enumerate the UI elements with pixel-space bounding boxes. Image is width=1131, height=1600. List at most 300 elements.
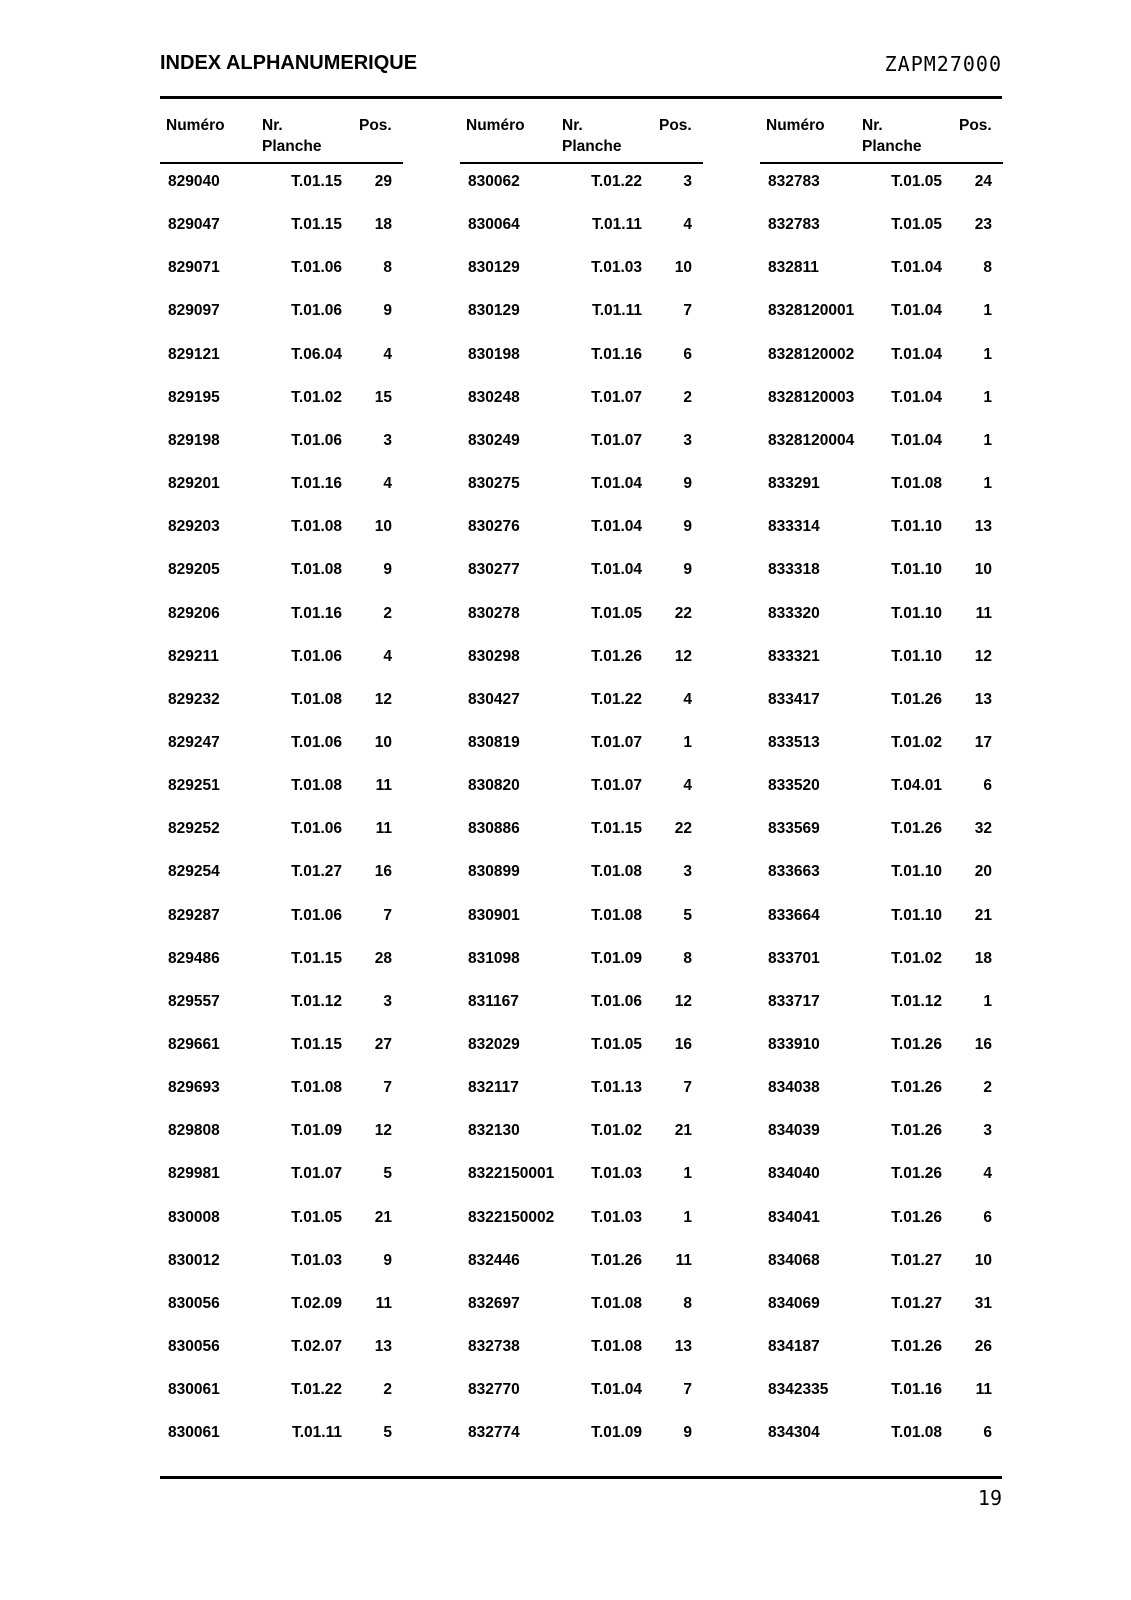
column-header (460, 112, 703, 164)
cell-pos: 7 (683, 1381, 692, 1399)
cell-numero: 8322150002 (468, 1208, 555, 1226)
cell-numero: 829808 (168, 1122, 220, 1140)
cell-pos: 15 (374, 388, 392, 406)
table-row (460, 258, 703, 278)
cell-planche: T.01.07 (591, 733, 642, 751)
cell-pos: 7 (383, 1079, 392, 1097)
cell-pos: 26 (974, 1338, 992, 1356)
cell-numero: 833417 (768, 690, 820, 708)
cell-planche: T.01.05 (891, 216, 942, 234)
cell-pos: 11 (975, 1381, 992, 1399)
cell-planche: T.01.04 (891, 259, 942, 277)
table-row (460, 1337, 703, 1357)
cell-planche: T.01.26 (891, 1208, 942, 1226)
cell-planche: T.01.08 (291, 777, 342, 795)
table-row (160, 604, 403, 624)
table-row (160, 215, 403, 235)
table-row (160, 647, 403, 667)
table-row (160, 1380, 403, 1400)
table-row (460, 431, 703, 451)
cell-pos: 9 (683, 1424, 692, 1442)
cell-pos: 3 (683, 863, 692, 881)
cell-numero: 831167 (468, 992, 519, 1010)
cell-planche: T.02.09 (291, 1294, 342, 1312)
cell-planche: T.01.04 (591, 475, 642, 493)
index-column-2 (460, 112, 703, 1442)
cell-numero: 834040 (768, 1165, 820, 1183)
cell-planche: T.02.07 (291, 1338, 342, 1356)
cell-pos: 3 (383, 431, 392, 449)
cell-pos: 6 (983, 1208, 992, 1226)
cell-numero: 832029 (468, 1036, 520, 1053)
table-row (460, 1078, 703, 1098)
cell-numero: 829211 (168, 647, 219, 665)
cell-planche: T.01.08 (291, 561, 342, 579)
cell-pos: 4 (383, 475, 392, 493)
cell-numero: 834304 (768, 1424, 820, 1442)
cell-planche: T.01.04 (891, 388, 942, 406)
table-row (160, 172, 403, 192)
table-row (160, 819, 403, 839)
cell-numero: 829557 (168, 992, 220, 1010)
header-pos: Pos. (959, 117, 992, 134)
cell-pos: 6 (983, 1424, 992, 1442)
cell-numero: 8328120002 (768, 345, 855, 363)
table-row (160, 1164, 403, 1184)
cell-pos: 10 (974, 1251, 992, 1269)
cell-pos: 13 (974, 690, 992, 708)
cell-pos: 11 (375, 1294, 392, 1312)
cell-numero: 833910 (768, 1036, 820, 1053)
cell-pos: 2 (683, 388, 692, 406)
table-row (760, 1035, 1003, 1055)
cell-numero: 829247 (168, 733, 220, 751)
cell-pos: 4 (383, 345, 392, 363)
cell-numero: 829693 (168, 1079, 220, 1097)
cell-pos: 7 (683, 302, 692, 320)
cell-pos: 4 (983, 1165, 992, 1183)
index-column-1 (160, 112, 403, 1442)
cell-numero: 829203 (168, 518, 220, 536)
cell-pos: 2 (383, 604, 392, 622)
table-row (160, 301, 403, 321)
table-row (460, 345, 703, 365)
table-row (160, 1121, 403, 1141)
table-row (460, 1380, 703, 1400)
cell-numero: 832446 (468, 1251, 520, 1269)
cell-numero: 830298 (468, 647, 520, 665)
cell-pos: 27 (374, 1036, 392, 1053)
cell-planche: T.01.02 (291, 388, 342, 406)
table-row (460, 690, 703, 710)
table-row (160, 474, 403, 494)
table-row (160, 517, 403, 537)
table-row (460, 776, 703, 796)
table-row (460, 560, 703, 580)
cell-planche: T.01.26 (891, 1122, 942, 1140)
table-row (160, 1294, 403, 1314)
cell-pos: 31 (974, 1294, 992, 1312)
cell-planche: T.01.07 (591, 388, 642, 406)
table-row (460, 647, 703, 667)
cell-numero: 834038 (768, 1079, 820, 1097)
table-row (760, 906, 1003, 926)
table-row (760, 517, 1003, 537)
cell-pos: 8 (683, 949, 692, 967)
top-rule (160, 96, 1002, 99)
table-row (160, 1423, 403, 1443)
cell-planche: T.06.04 (291, 345, 342, 363)
cell-planche: T.01.06 (291, 733, 342, 751)
cell-pos: 29 (374, 173, 392, 190)
cell-numero: 830819 (468, 733, 520, 751)
cell-planche: T.01.10 (891, 647, 942, 665)
table-row (460, 733, 703, 753)
cell-planche: T.01.06 (291, 431, 342, 449)
document-code: ZAPM27000 (884, 52, 1002, 76)
table-row (460, 1035, 703, 1055)
cell-planche: T.01.16 (291, 475, 342, 493)
table-row (760, 1337, 1003, 1357)
cell-numero: 829981 (168, 1165, 220, 1183)
cell-planche: T.01.26 (591, 647, 642, 665)
table-row (760, 1121, 1003, 1141)
table-row (160, 1337, 403, 1357)
table-row (160, 776, 403, 796)
cell-planche: T.01.02 (591, 1122, 642, 1140)
cell-planche: T.01.07 (591, 431, 642, 449)
cell-numero: 832811 (768, 259, 819, 277)
cell-pos: 9 (683, 475, 692, 493)
table-row (160, 1078, 403, 1098)
cell-pos: 10 (674, 259, 692, 277)
cell-numero: 830062 (468, 173, 520, 190)
table-row (760, 1208, 1003, 1228)
cell-planche: T.01.10 (891, 561, 942, 579)
column-header (760, 112, 1003, 164)
cell-numero: 829206 (168, 604, 220, 622)
table-row (460, 474, 703, 494)
cell-numero: 832783 (768, 216, 820, 234)
cell-planche: T.01.05 (591, 604, 642, 622)
cell-pos: 1 (983, 302, 992, 320)
cell-numero: 832738 (468, 1338, 520, 1356)
cell-planche: T.01.26 (891, 820, 942, 838)
cell-pos: 22 (674, 820, 692, 838)
cell-numero: 829287 (168, 906, 220, 924)
table-row (160, 733, 403, 753)
table-row (160, 1251, 403, 1271)
cell-pos: 9 (383, 1251, 392, 1269)
table-row (160, 560, 403, 580)
cell-planche: T.01.16 (291, 604, 342, 622)
table-row (760, 215, 1003, 235)
header-numero: Numéro (166, 117, 225, 134)
cell-planche: T.01.15 (291, 949, 342, 967)
cell-pos: 32 (974, 820, 992, 838)
cell-planche: T.01.22 (291, 1381, 342, 1399)
cell-pos: 8 (983, 259, 992, 277)
cell-numero: 829486 (168, 949, 220, 967)
cell-numero: 830275 (468, 475, 520, 493)
cell-planche: T.01.04 (591, 1381, 642, 1399)
index-column-3 (760, 112, 1003, 1442)
header-nr-planche (262, 115, 321, 157)
table-row (160, 258, 403, 278)
cell-numero: 832697 (468, 1294, 520, 1312)
table-row (460, 1294, 703, 1314)
cell-planche: T.01.03 (591, 1208, 642, 1226)
cell-planche: T.01.26 (891, 1079, 942, 1097)
cell-pos: 13 (974, 518, 992, 536)
table-row (160, 862, 403, 882)
cell-numero: 832130 (468, 1122, 520, 1140)
cell-planche: T.01.09 (591, 1424, 642, 1442)
table-row (460, 949, 703, 969)
cell-pos: 11 (375, 777, 392, 795)
table-row (760, 258, 1003, 278)
bottom-rule (160, 1476, 1002, 1479)
cell-planche: T.01.06 (291, 302, 342, 320)
cell-numero: 829254 (168, 863, 220, 881)
table-row (160, 949, 403, 969)
cell-pos: 12 (674, 647, 692, 665)
cell-planche: T.01.08 (591, 863, 642, 881)
cell-numero: 830061 (168, 1381, 220, 1399)
cell-numero: 830248 (468, 388, 520, 406)
cell-pos: 4 (383, 647, 392, 665)
cell-pos: 3 (683, 431, 692, 449)
cell-planche: T.01.04 (891, 302, 942, 320)
cell-pos: 11 (975, 604, 992, 622)
cell-numero: 830276 (468, 518, 520, 536)
cell-numero: 830820 (468, 777, 520, 795)
cell-pos: 18 (974, 949, 992, 967)
table-row (460, 172, 703, 192)
cell-planche: T.01.03 (591, 1165, 642, 1183)
cell-planche: T.01.05 (291, 1208, 342, 1226)
table-row (460, 215, 703, 235)
cell-planche: T.01.05 (591, 1036, 642, 1053)
table-row (760, 949, 1003, 969)
cell-planche: T.01.15 (591, 820, 642, 838)
table-row (160, 1035, 403, 1055)
cell-numero: 830249 (468, 431, 520, 449)
cell-pos: 4 (683, 216, 692, 234)
cell-numero: 830012 (168, 1251, 220, 1269)
cell-numero: 829252 (168, 820, 220, 838)
table-row (760, 560, 1003, 580)
cell-planche: T.01.06 (591, 992, 642, 1010)
cell-numero: 830064 (468, 216, 520, 234)
table-row (760, 819, 1003, 839)
cell-numero: 8328120004 (768, 431, 855, 449)
cell-planche: T.01.27 (291, 863, 342, 881)
table-row (760, 604, 1003, 624)
cell-planche: T.01.26 (891, 1338, 942, 1356)
cell-planche: T.01.11 (592, 216, 642, 234)
cell-planche: T.01.06 (291, 820, 342, 838)
cell-planche: T.01.03 (591, 259, 642, 277)
cell-pos: 2 (983, 1079, 992, 1097)
cell-pos: 21 (974, 906, 992, 924)
cell-planche: T.01.06 (291, 906, 342, 924)
table-row (760, 1380, 1003, 1400)
cell-planche: T.01.04 (591, 561, 642, 579)
cell-planche: T.01.11 (592, 302, 642, 320)
cell-planche: T.01.26 (891, 1165, 942, 1183)
cell-numero: 830129 (468, 302, 520, 320)
table-row (460, 1208, 703, 1228)
cell-planche: T.01.26 (891, 1036, 942, 1053)
cell-planche: T.01.02 (891, 733, 942, 751)
cell-planche: T.01.09 (291, 1122, 342, 1140)
cell-numero: 833291 (768, 475, 820, 493)
cell-pos: 4 (683, 777, 692, 795)
cell-planche: T.01.27 (891, 1294, 942, 1312)
cell-numero: 833318 (768, 561, 820, 579)
cell-numero: 830901 (468, 906, 520, 924)
cell-pos: 17 (974, 733, 992, 751)
cell-pos: 12 (374, 1122, 392, 1140)
cell-planche: T.01.03 (291, 1251, 342, 1269)
cell-numero: 833701 (768, 949, 820, 967)
cell-pos: 3 (683, 173, 692, 190)
cell-pos: 21 (374, 1208, 392, 1226)
cell-pos: 12 (974, 647, 992, 665)
cell-planche: T.01.26 (591, 1251, 642, 1269)
cell-pos: 16 (974, 1036, 992, 1053)
cell-numero: 830899 (468, 863, 520, 881)
table-row (760, 474, 1003, 494)
table-row (460, 517, 703, 537)
cell-planche: T.01.13 (591, 1079, 642, 1097)
cell-pos: 11 (375, 820, 392, 838)
table-row (160, 388, 403, 408)
cell-pos: 9 (683, 518, 692, 536)
cell-planche: T.01.22 (591, 690, 642, 708)
cell-planche: T.01.04 (591, 518, 642, 536)
header-nr-planche (562, 115, 621, 157)
cell-numero: 830056 (168, 1338, 220, 1356)
cell-planche: T.01.06 (291, 259, 342, 277)
cell-pos: 13 (674, 1338, 692, 1356)
cell-numero: 829097 (168, 302, 220, 320)
header-numero: Numéro (466, 117, 525, 134)
cell-numero: 8328120003 (768, 388, 855, 406)
table-row (760, 301, 1003, 321)
cell-pos: 13 (374, 1338, 392, 1356)
table-row (760, 647, 1003, 667)
cell-pos: 2 (383, 1381, 392, 1399)
cell-planche: T.01.08 (891, 1424, 942, 1442)
cell-planche: T.01.12 (891, 992, 942, 1010)
cell-pos: 1 (983, 475, 992, 493)
table-row (460, 1251, 703, 1271)
cell-numero: 831098 (468, 949, 520, 967)
cell-pos: 4 (683, 690, 692, 708)
cell-numero: 830056 (168, 1294, 220, 1312)
cell-planche: T.01.15 (291, 173, 342, 190)
table-row (760, 862, 1003, 882)
cell-numero: 829071 (168, 259, 220, 277)
cell-pos: 1 (983, 431, 992, 449)
header-planche-label: Planche (862, 138, 922, 155)
header-pos: Pos. (659, 117, 692, 134)
cell-pos: 22 (674, 604, 692, 622)
table-row (760, 1164, 1003, 1184)
table-row (760, 345, 1003, 365)
cell-pos: 18 (374, 216, 392, 234)
cell-numero: 833664 (768, 906, 820, 924)
table-row (160, 345, 403, 365)
table-row (460, 604, 703, 624)
table-row (760, 733, 1003, 753)
table-row (760, 1078, 1003, 1098)
cell-pos: 7 (683, 1079, 692, 1097)
table-row (760, 1251, 1003, 1271)
table-row (760, 1423, 1003, 1443)
cell-planche: T.01.26 (891, 690, 942, 708)
cell-numero: 829047 (168, 216, 220, 234)
cell-pos: 24 (974, 173, 992, 190)
cell-numero: 829195 (168, 388, 220, 406)
cell-planche: T.01.15 (291, 1036, 342, 1053)
cell-numero: 829198 (168, 431, 220, 449)
cell-numero: 830277 (468, 561, 520, 579)
cell-planche: T.01.07 (591, 777, 642, 795)
cell-pos: 6 (683, 345, 692, 363)
cell-planche: T.01.08 (591, 906, 642, 924)
table-row (760, 992, 1003, 1012)
header-nr-label: Nr. (862, 117, 883, 134)
cell-planche: T.01.09 (591, 949, 642, 967)
cell-pos: 10 (374, 518, 392, 536)
cell-pos: 12 (674, 992, 692, 1010)
cell-pos: 1 (683, 1165, 692, 1183)
cell-pos: 3 (983, 1122, 992, 1140)
cell-planche: T.01.10 (891, 863, 942, 881)
cell-planche: T.01.10 (891, 604, 942, 622)
cell-numero: 830129 (468, 259, 520, 277)
header-nr-label: Nr. (562, 117, 583, 134)
cell-planche: T.01.08 (591, 1338, 642, 1356)
cell-numero: 8328120001 (768, 302, 855, 320)
cell-pos: 9 (683, 561, 692, 579)
cell-numero: 834069 (768, 1294, 820, 1312)
cell-numero: 830061 (168, 1424, 220, 1442)
cell-numero: 832774 (468, 1424, 520, 1442)
cell-numero: 829040 (168, 173, 220, 190)
table-row (460, 1423, 703, 1443)
cell-numero: 830427 (468, 690, 520, 708)
cell-pos: 23 (974, 216, 992, 234)
cell-numero: 830008 (168, 1208, 220, 1226)
cell-planche: T.01.04 (891, 345, 942, 363)
header-nr-planche (862, 115, 921, 157)
cell-planche: T.01.22 (591, 173, 642, 190)
cell-pos: 21 (674, 1122, 692, 1140)
cell-numero: 833513 (768, 733, 820, 751)
table-row (460, 862, 703, 882)
cell-planche: T.04.01 (891, 777, 942, 795)
table-row (160, 906, 403, 926)
cell-numero: 832770 (468, 1381, 520, 1399)
table-row (760, 431, 1003, 451)
cell-planche: T.01.11 (292, 1424, 342, 1442)
cell-pos: 5 (683, 906, 692, 924)
cell-planche: T.01.27 (891, 1251, 942, 1269)
